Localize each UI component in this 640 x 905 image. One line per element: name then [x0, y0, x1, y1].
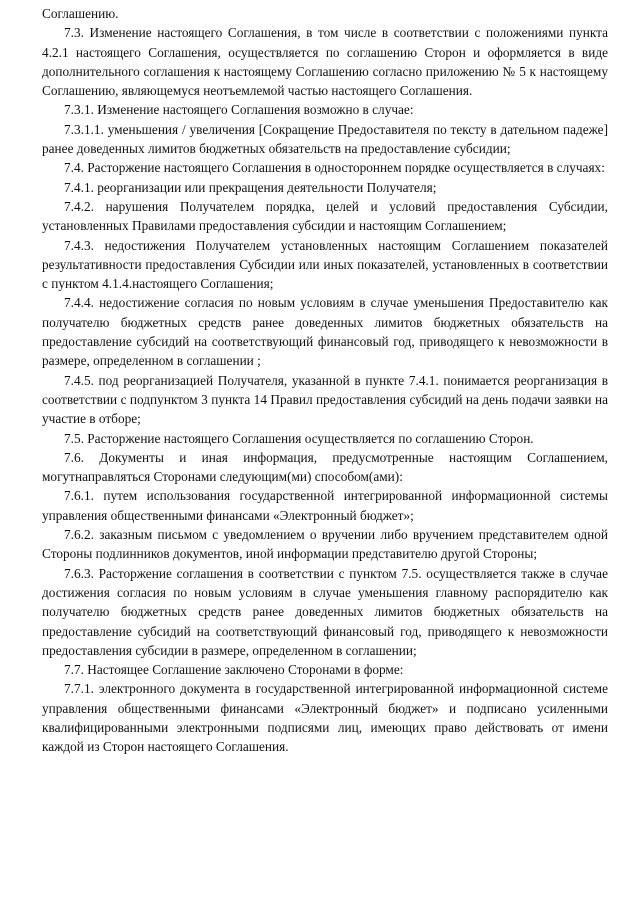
paragraph-continuation: Соглашению. — [42, 6, 119, 21]
document-page — [42, 4, 608, 757]
paragraph-7-4-5: 7.4.5. под реорганизацией Получателя, указанной в пункте 7.4.1. понимается реорганизация в соответствии с подпунктом 3 пункта 14 Правил предоставления субсидий на день подачи заявки на участие в отборе; — [42, 372, 608, 427]
paragraph-7-6-3: 7.6.3. Расторжение соглашения в соответствии с пунктом 7.5. осуществляется также в случае достижения согласия по новым условиям в случае уменьшения главному распорядителю как получателю бюджетных средств ранее доведенных лимитов бюджетных обязательств на предоставление субсидий на соответствующий финансовый год, приводящего к невозможности предоставления субсидии в размере, определенном в соглашении; — [42, 565, 608, 658]
paragraph-7-4-1: 7.4.1. реорганизации или прекращения деятельности Получателя; — [64, 179, 437, 195]
paragraph-7-3-1: 7.3.1. Изменение настоящего Соглашения возможно в случае: — [64, 102, 414, 118]
paragraph-7-4: 7.4. Расторжение настоящего Соглашения в одностороннем порядке осуществляется в случаях: — [64, 160, 605, 176]
paragraph-7-4-3: 7.4.3. недостижения Получателем установленных настоящим Соглашением показателей результативности предоставления Субсидии или иных показателей, установленных в соответствии с пунктом 4.1.4.настоящего Соглашения; — [42, 237, 608, 292]
paragraph-7-6: 7.6. Документы и иная информация, предусмотренные настоящим Соглашением, могутнаправляться Сторонами следующим(ми) способом(ами): — [42, 449, 608, 485]
paragraph-7-4-4: 7.4.4. недостижение согласия по новым условиям в случае уменьшения Предоставителю как получателю бюджетных средств ранее доведенных лимитов бюджетных обязательств на предоставление субсидий на соответствующий финансовый год, приводящего к невозможности в размере, определенном в соглашении ; — [42, 295, 608, 369]
paragraph-7-6-2: 7.6.2. заказным письмом с уведомлением о вручении либо вручением представителем одной Стороны подлинников документов, иной информации представителю другой Стороны; — [42, 527, 608, 562]
paragraph-7-5: 7.5. Расторжение настоящего Соглашения осуществляется по соглашению Сторон. — [64, 430, 534, 446]
paragraph-7-6-1: 7.6.1. путем использования государственной интегрированной информационной системы управления общественными финансами «Электронный бюджет»; — [42, 488, 608, 523]
paragraph-7-7: 7.7. Настоящее Соглашение заключено Сторонами в форме: — [64, 662, 404, 678]
paragraph-7-3: 7.3. Изменение настоящего Соглашения, в том числе в соответствии с положениями пункта 4.2.1 настоящего Соглашения, осуществляется по соглашению Сторон и оформляется в виде дополнительного соглашения к настоящему Соглашению согласно приложению № 5 к настоящему Соглашению, являющемуся неотъемлемой частью настоящего Соглашения. — [42, 25, 608, 99]
paragraph-7-4-2: 7.4.2. нарушения Получателем порядка, целей и условий предоставления Субсидии, установленных Правилами предоставления субсидии и настоящим Соглашением; — [42, 198, 608, 234]
paragraph-7-3-1-1: 7.3.1.1. уменьшения / увеличения [Сокращение Предоставителя по тексту в дательном падеже] ранее доведенных лимитов бюджетных обязательств на предоставление субсидии; — [42, 121, 608, 157]
paragraph-7-7-1: 7.7.1. электронного документа в государственной интегрированной информационной системе управления общественными финансами «Электронный бюджет» и подписано усиленными квалифицированными электронными подписями лиц, имеющих право действовать от имени каждой из Сторон настоящего Соглашения. — [42, 681, 608, 755]
